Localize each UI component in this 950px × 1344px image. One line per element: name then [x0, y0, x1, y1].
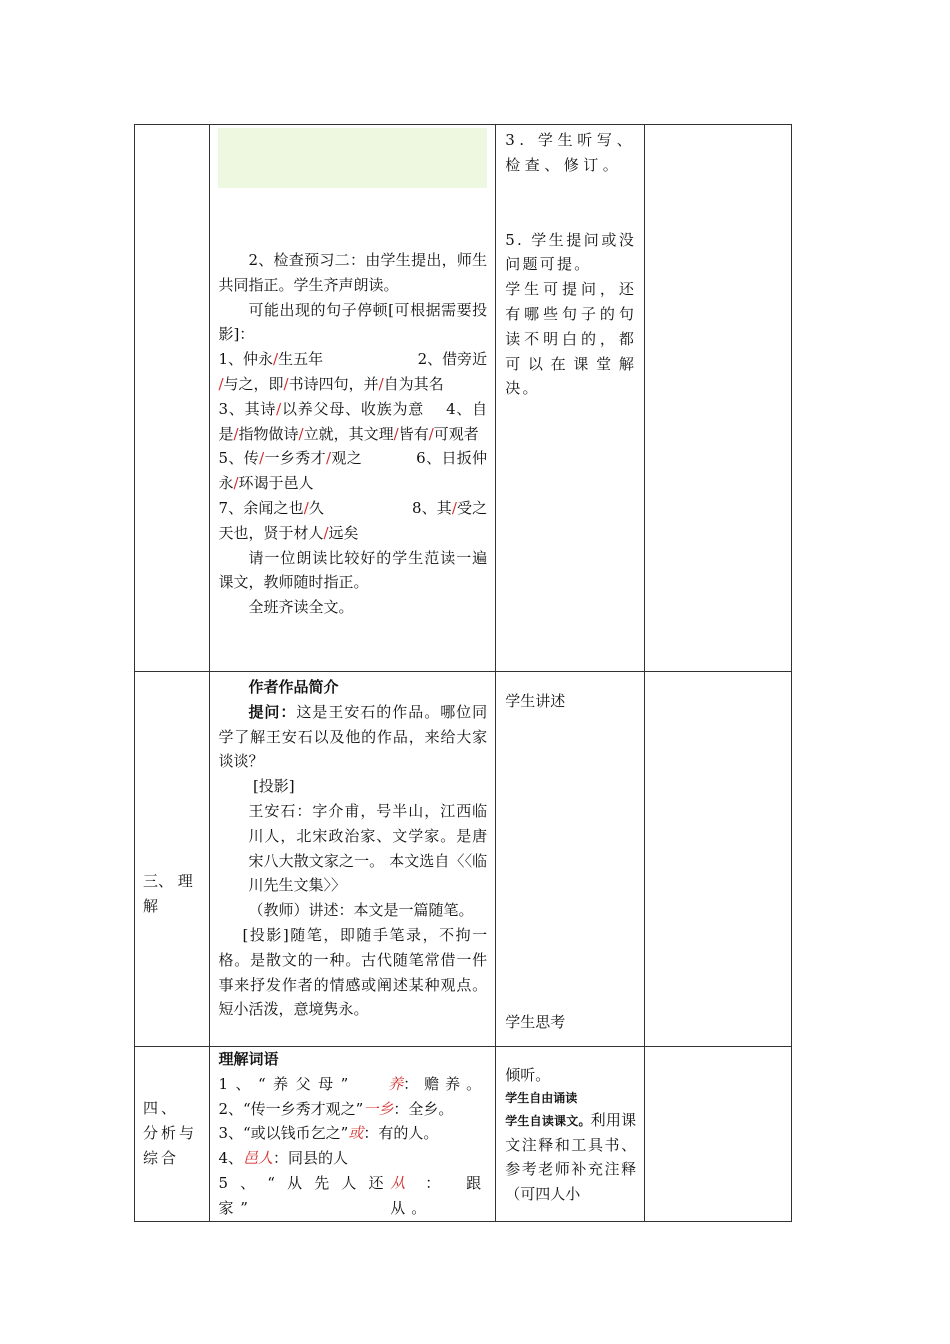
paragraph: 请一位朗读比较好的学生范读一遍课文，教师随时指正。 [218, 548, 488, 592]
stage-cell [135, 672, 210, 1047]
student-note: 学生思考 [505, 1013, 566, 1031]
sentence-pause-line: 1、仲永/生五年 2、借旁近 [218, 350, 488, 369]
stage-label: 三、 理解 [143, 872, 193, 915]
paragraph: [投影] [252, 777, 295, 796]
student-note: 学生可提问，还有哪些句子的句读不明白的，都可以在课堂解决。 [505, 280, 637, 398]
paragraph: 可能出现的句子停顿[可根据需要投影]： [218, 300, 488, 344]
paragraph: 全班齐读全文。 [248, 598, 354, 617]
sentence-pause-line: /与之，即/书诗四句，并/自为其名 [218, 374, 444, 393]
sentence-pause-line: 3、其诗/以养父母、收族为意 4、自是/指物做诗/立就，其文理/皆有/可观者 [218, 399, 488, 443]
stage-label: 四、 分析与综合 [143, 1099, 198, 1168]
notes-cell [645, 672, 792, 1047]
paragraph: 王安石：字介甫，号半山，江西临川人，北宋政治家、文学家。是唐宋八大散文家之一。 本文选自〈〈临川先生文集〉〉 [248, 801, 488, 895]
notes-cell [645, 125, 792, 672]
lesson-plan-table [134, 124, 792, 1222]
teacher-activity-cell [210, 125, 496, 672]
paragraph: （教师）讲述：本文是一篇随笔。 [248, 901, 474, 920]
word-definition: 5、“从先人还家” 从：跟从。 [218, 1173, 488, 1217]
sentence-pause-line: 5、传/一乡秀才/观之 6、日扳仲永/环谒于邑人 [218, 449, 488, 493]
student-note: 倾听。 [505, 1066, 551, 1084]
student-note: 学生自读课文。利用课文注释和工具书、参考老师补充注释（可四人小 [505, 1110, 637, 1204]
section-heading: 作者作品简介 [248, 678, 339, 696]
word-definition: 3、“或以钱币乞之”或：有的人。 [218, 1124, 439, 1143]
stage-cell [135, 1047, 210, 1222]
paragraph: [投影]随笔，即随手笔录，不拘一格。是散文的一种。古代随笔常借一件事来抒发作者的情感或阐述某种观点。短小活泼，意境隽永。 [218, 925, 488, 1019]
paragraph: 提问：这是王安石的作品。哪位同学了解王安石以及他的作品，来给大家谈谈？ [218, 702, 488, 771]
highlight-box [218, 128, 487, 188]
table-row [135, 672, 792, 1047]
student-note: 3. 学生听写、检查、修订。 [505, 131, 637, 174]
word-definition: 1、“养父母” 养：赡养。 [218, 1074, 488, 1093]
word-definition: 2、“传一乡秀才观之”一乡：全乡。 [218, 1099, 454, 1118]
paragraph: 2、检查预习二：由学生提出，师生共同指正。学生齐声朗读。 [218, 251, 488, 294]
notes-cell [645, 1047, 792, 1222]
table-row [135, 1047, 792, 1222]
teacher-activity-cell [210, 672, 496, 1047]
student-note: 学生讲述 [505, 692, 566, 710]
section-heading: 理解词语 [218, 1050, 279, 1068]
student-activity-cell [496, 1047, 645, 1222]
student-activity-cell [496, 125, 645, 672]
table-row [135, 125, 792, 672]
teacher-activity-cell [210, 1047, 496, 1222]
word-definition: 4、邑人：同县的人 [218, 1149, 349, 1168]
student-activity-cell [496, 672, 645, 1047]
sentence-pause-line: 7、余闻之也/久 8、其/受之天也，贤于材人/远矣 [218, 498, 488, 542]
stage-cell [135, 125, 210, 672]
student-note: 5. 学生提问或没问题可提。 [505, 230, 637, 274]
student-note: 学生自由诵读 [505, 1090, 578, 1105]
